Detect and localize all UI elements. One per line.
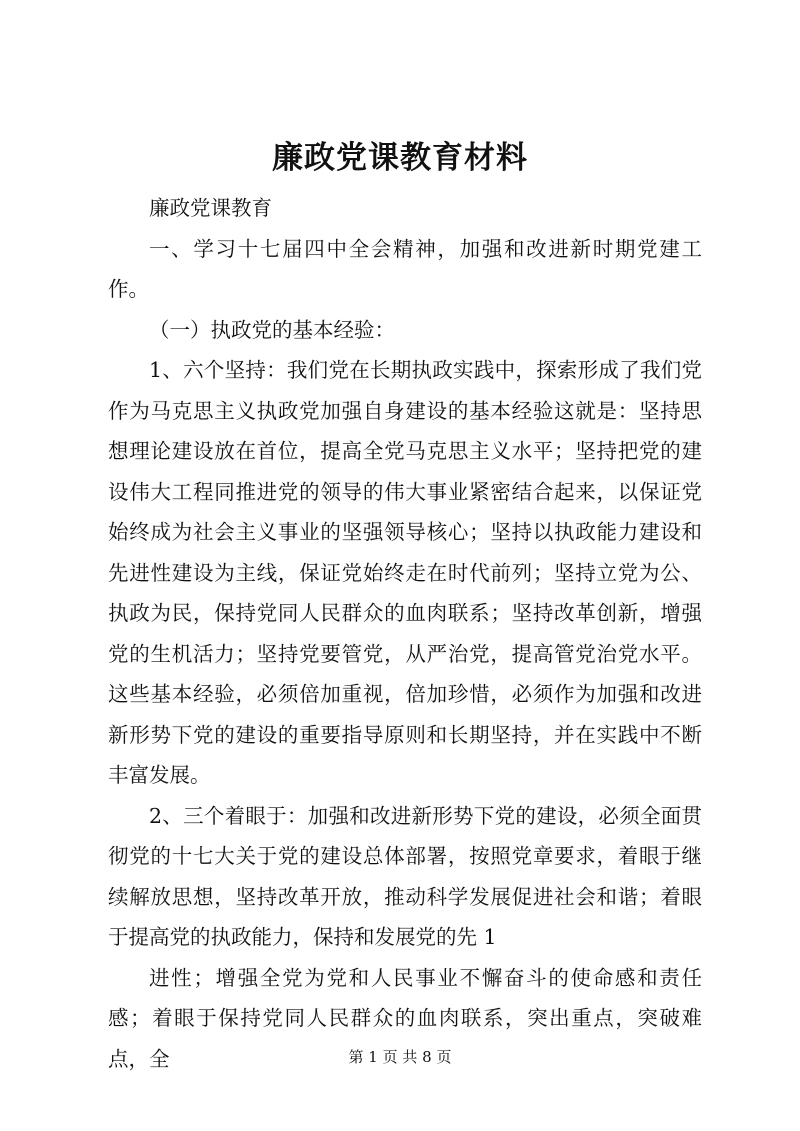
paragraph-three-focuses: 2、三个着眼于：加强和改进新形势下党的建设，必须全面贯彻党的十七大关于党的建设总体部署，按照党章要求，着眼于继续解放思想，坚持改革开放，推动科学发展促进社会和谐；着眼于提高党的执政能力，保持和发展党的先 1 (108, 803, 702, 949)
paragraph-subtitle: 廉政党课教育 (149, 196, 272, 220)
document-body (108, 188, 702, 1079)
paragraph-subsection-heading: （一）执政党的基本经验： (149, 317, 395, 342)
paragraph-six-persistences: 1、六个坚持：我们党在长期执政实践中，探索形成了我们党作为马克思主义执政党加强自身建设的基本经验这就是：坚持思想理论建设放在首位，提高全党马克思主义水平；坚持把党的建设伟大工程同推进党的领导的伟大事业紧密结合起来，以保证党始终成为社会主义事业的坚强领导核心；坚持以执政能力建设和先进性建设为主线，保证党始终走在时代前列；坚持立党为公、执政为民，保持党同人民群众的血肉联系；坚持改革创新，增强党的生机活力；坚持党要管党，从严治党，提高管党治党水平。这些基本经验，必须倍加重视，倍加珍惜，必须作为加强和改进新形势下党的建设的重要指导原则和长期坚持，并在实践中不断丰富发展。 (108, 358, 702, 787)
paragraph-section-heading: 一、学习十七届四中全会精神，加强和改进新时期党建工作。 (108, 236, 702, 301)
page-number-footer: 第 1 页 共 8 页 (348, 1048, 452, 1066)
paragraph-continuation: 进性；增强全党为党和人民事业不懈奋斗的使命感和责任感；着眼于保持党同人民群众的血肉联系，突出重点，突破难点，全 (108, 965, 702, 1071)
document-title: 廉政党课教育材料 (272, 140, 528, 176)
